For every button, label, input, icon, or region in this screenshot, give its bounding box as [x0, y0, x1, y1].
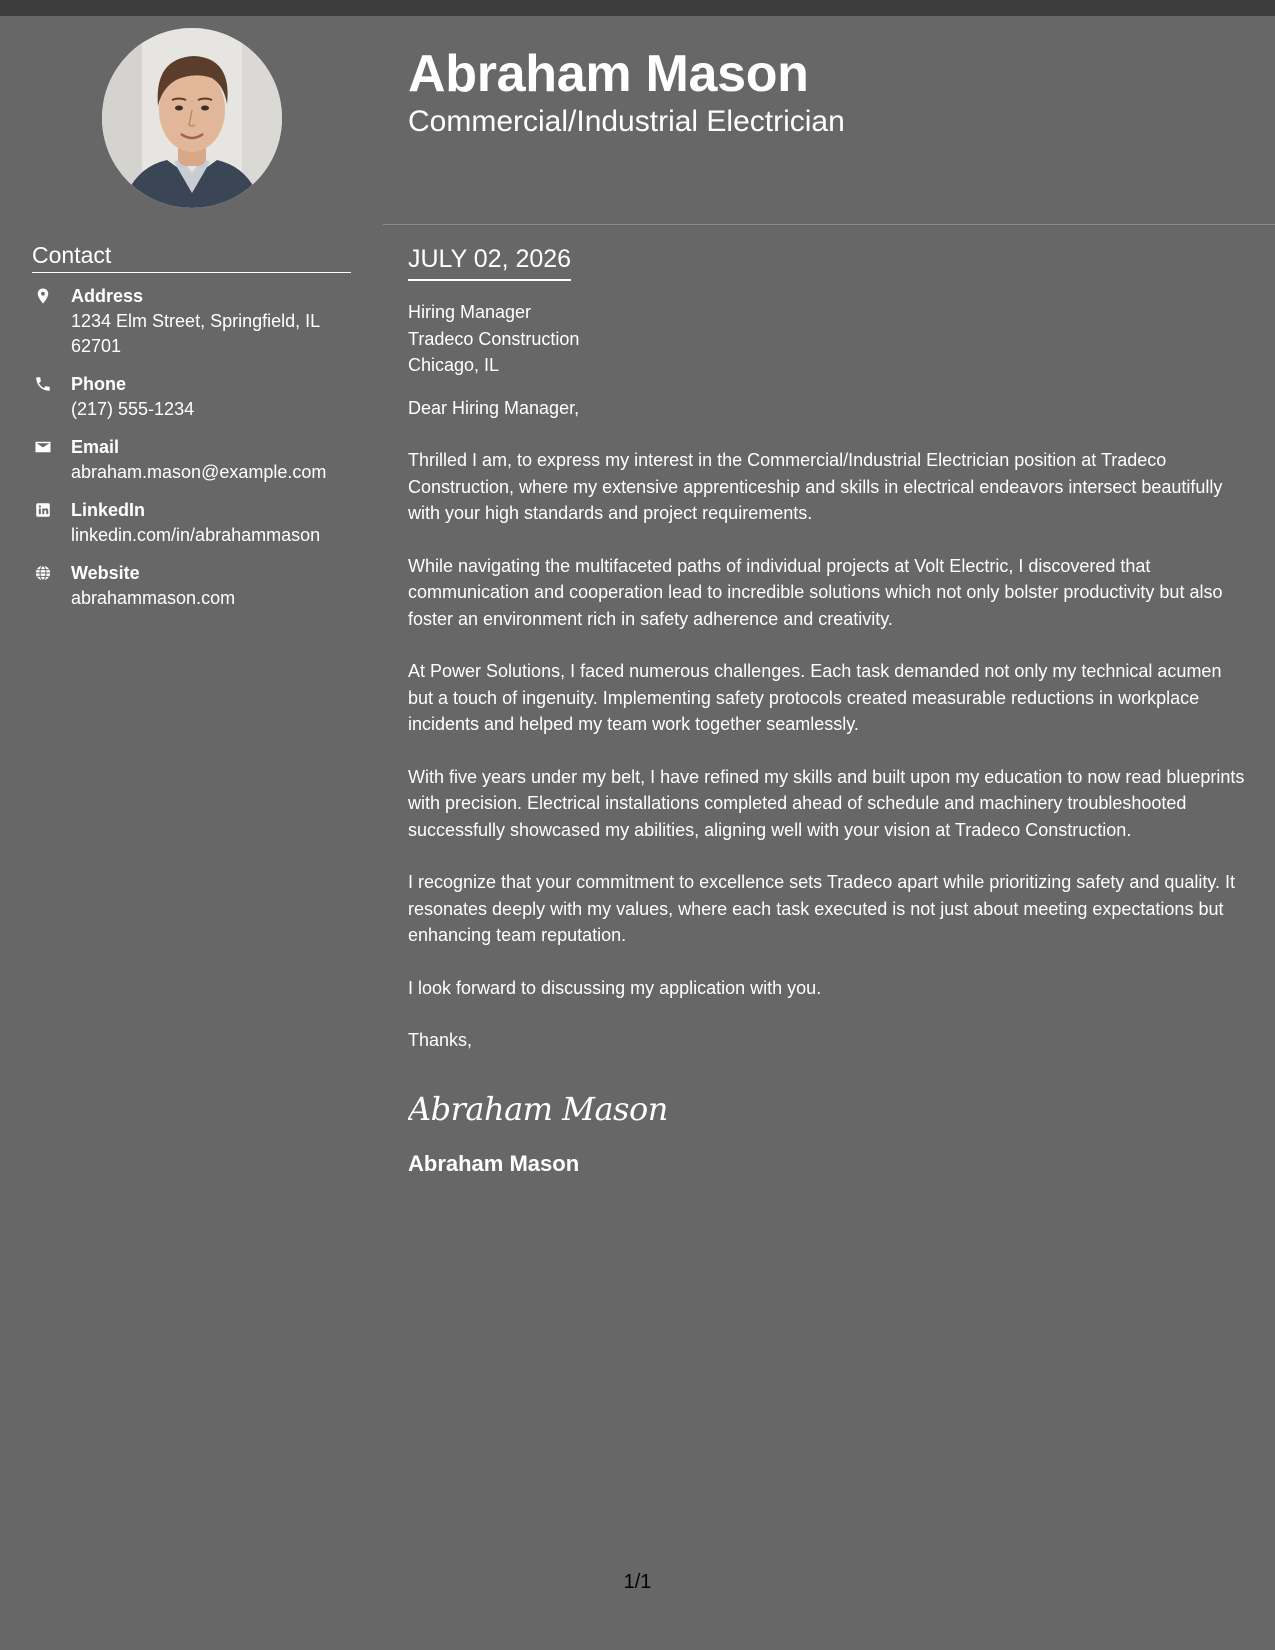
contact-heading: Contact — [32, 241, 351, 273]
avatar — [102, 28, 282, 208]
salutation: Dear Hiring Manager, — [408, 397, 580, 418]
recipient-line: Tradeco Construction — [408, 328, 580, 349]
letter-body — [408, 244, 1248, 1178]
contact-item-email — [32, 435, 362, 485]
recipient-line: Chicago, IL — [408, 355, 500, 375]
letter-paragraph: Thrilled I am, to express my interest in the Commercial/Industrial Electrician position at Tradeco Construction, where my extensive apprenticeship and skills in electrical endeavors intersect beautifully with your high standards and project requirements. — [408, 450, 1223, 523]
contact-list — [32, 284, 362, 624]
phone-icon — [34, 375, 52, 393]
page-number: 1/1 — [623, 1571, 652, 1593]
letter-date: JULY 02, 2026 — [408, 244, 571, 281]
contact-item-address — [32, 284, 362, 359]
letter-paragraph: While navigating the multifaceted paths of individual projects at Volt Electric, I discovered that communication and cooperation lead to incredible solutions which not only bolster productivity but also foster an environment rich in safety adherence and creativity. — [408, 555, 1223, 629]
contact-value-email[interactable]: abraham.mason@example.com — [71, 462, 327, 482]
contact-label: LinkedIn — [71, 500, 146, 520]
contact-item-linkedin — [32, 498, 362, 548]
contact-item-phone — [32, 372, 362, 422]
letter-paragraph: At Power Solutions, I faced numerous challenges. Each task demanded not only my technical acumen but a touch of ingenuity. Implementing safety protocols created measurable reductions in workplace incidents and helped my team work together seamlessly. — [408, 661, 1222, 734]
job-title: Commercial/Industrial Electrician — [408, 105, 845, 138]
signer-name: Abraham Mason — [408, 1150, 580, 1176]
closing: Thanks, — [408, 1030, 473, 1050]
contact-value-linkedin[interactable]: linkedin.com/in/abrahammason — [71, 525, 321, 545]
svg-text:Abraham Mason: Abraham Mason — [408, 1089, 668, 1128]
contact-value-address: 1234 Elm Street, Springfield, IL 62701 — [71, 311, 320, 356]
contact-value-website[interactable]: abrahammason.com — [71, 588, 236, 608]
handwritten-signature — [408, 1084, 678, 1132]
email-icon — [34, 438, 52, 456]
letter-paragraph: I look forward to discussing my application with you. — [408, 977, 822, 998]
recipient-block — [408, 299, 1248, 379]
contact-label: Email — [71, 437, 120, 457]
contact-value-phone[interactable]: (217) 555-1234 — [71, 399, 195, 419]
linkedin-icon — [34, 501, 52, 519]
letter-paragraph: I recognize that your commitment to excellence sets Tradeco apart while prioritizing safety and quality. It resonates deeply with my values, where each task executed is not just about meeting expectations but enhancing team reputation. — [408, 872, 1236, 945]
contact-item-website — [32, 561, 362, 611]
header-divider — [383, 224, 1275, 225]
recipient-line: Hiring Manager — [408, 302, 532, 322]
contact-label: Phone — [71, 374, 127, 394]
contact-label: Address — [71, 286, 144, 306]
letter-paragraph: With five years under my belt, I have refined my skills and built upon my education to now read blueprints with precision. Electrical installations completed ahead of schedule and machinery troubleshooted successfully showcased my abilities, aligning well with your vision at Tradeco Construction. — [408, 766, 1245, 840]
map-pin-icon — [34, 287, 52, 305]
globe-icon — [34, 564, 52, 582]
applicant-name: Abraham Mason — [408, 45, 809, 103]
top-bar — [0, 0, 1275, 16]
contact-label: Website — [71, 563, 140, 583]
profile-photo — [102, 28, 282, 208]
